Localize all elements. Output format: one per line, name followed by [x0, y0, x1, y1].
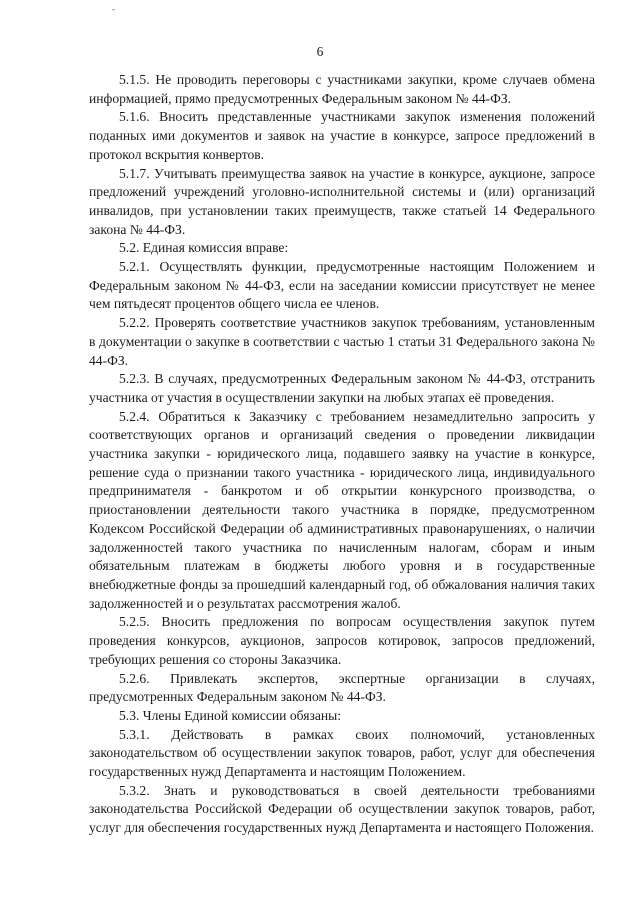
paragraph-5-3-1: 5.3.1. Действовать в рамках своих полномочий, установленных законодательством об осуществлении закупок товаров, работ, услуг для обеспечения государственных нужд Департамента и настоящим Положением.	[89, 726, 595, 780]
paragraph-5-1-7: 5.1.7. Учитывать преимущества заявок на участие в конкурсе, аукционе, запросе предложений учреждений уголовно-исполнительной системы и (или) организаций инвалидов, при установлении таких преимуществ, также статьей 14 Федерального закона № 44-ФЗ.	[89, 165, 595, 237]
document-body	[89, 71, 595, 838]
paragraph-5-3-2: 5.3.2. Знать и руководствоваться в своей деятельности требованиями законодательства Российской Федерации об осуществлении закупок товаров, работ, услуг для обеспечения государственных нужд Департамента и настоящего Положения.	[89, 782, 595, 836]
section-heading-5-2: 5.2. Единая комиссия вправе:	[119, 240, 289, 256]
paragraph-5-2-2: 5.2.2. Проверять соответствие участников закупок требованиям, установленным в документации о закупке в соответствии с частью 1 статьи 31 Федерального закона № 44-ФЗ.	[89, 315, 595, 368]
paragraph-5-2-5: 5.2.5. Вносить предложения по вопросам осуществления закупок путем проведения конкурсов, аукционов, запросов котировок, запросов предложений, требующих решения со стороны Заказчика.	[89, 614, 595, 667]
paragraph-5-2-4: 5.2.4. Обратиться к Заказчику с требованием незамедлительно запросить у соответствующих органов и организаций сведения о проведении ликвидации участника закупки - юридического лица, подавшего заявку на участие в конкурсе, решение суда о признании такого участника - юридического лица, индивидуального предпринимателя - банкротом и об открытии конкурсного производства, о приостановлении деятельности такого участника в порядке, предусмотренном Кодексом Российской Федерации об административных правонарушениях, о наличии задолженностей такого участника по начисленным налогам, сборам и иным обязательным платежам в бюджеты любого уровня и в государственные внебюджетные фонды за прошедший календарный год, об обжалования наличия таких задолженностей и о результатах рассмотрения жалоб.	[89, 408, 595, 611]
paragraph-5-2-1: 5.2.1. Осуществлять функции, предусмотренные настоящим Положением и Федеральным законом № 44-ФЗ, если на заседании комиссии присутствует не менее чем пятьдесят процентов общего числа ее членов.	[89, 259, 595, 312]
scan-mark: -	[112, 4, 115, 14]
paragraph-5-2-3: 5.2.3. В случаях, предусмотренных Федеральным законом № 44-ФЗ, отстранить участника от участия в осуществлении закупки на любых этапах её проведения.	[89, 371, 595, 405]
paragraph-5-1-5: 5.1.5. Не проводить переговоры с участниками закупки, кроме случаев обмена информацией, прямо предусмотренных Федеральным законом № 44-ФЗ.	[89, 72, 595, 106]
paragraph-5-1-6: 5.1.6. Вносить представленные участниками закупок изменения положений поданных ими документов и заявок на участие в конкурсе, запросе предложений в протокол вскрытия конвертов.	[89, 109, 595, 162]
paragraph-5-2-6: 5.2.6. Привлекать экспертов, экспертные организации в случаях, предусмотренных Федеральным законом № 44-ФЗ.	[89, 670, 595, 705]
section-heading-5-3: 5.3. Члены Единой комиссии обязаны:	[119, 707, 342, 723]
page-number: 6	[316, 44, 324, 59]
